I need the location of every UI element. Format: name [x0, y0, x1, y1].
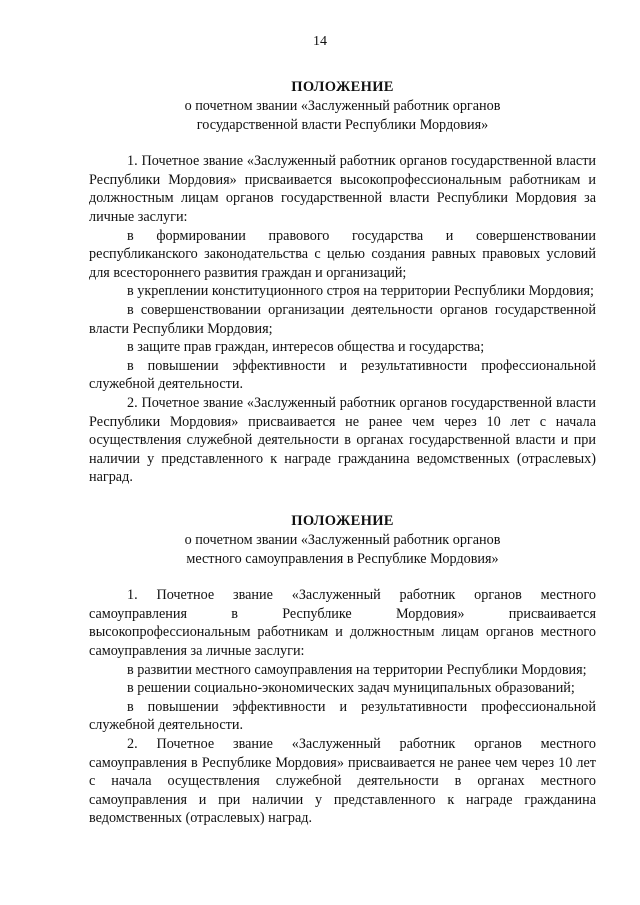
paragraph: в развитии местного самоуправления на территории Республики Мордовия; [127, 661, 587, 678]
section-heading: ПОЛОЖЕНИЕ [291, 79, 394, 95]
paragraph: в повышении эффективности и результативности профессиональной служебной деятельности. [89, 357, 596, 393]
paragraph: 2. Почетное звание «Заслуженный работник органов местного самоуправления в Республике Мордовия» присваивается не ранее чем через 10 лет с начала осуществления служебной деятельности в органах местного самоуправления и при наличии у представленного к награде гражданина ведомственных (отраслевых) наград. [89, 735, 596, 827]
paragraph: в защите прав граждан, интересов общества и государства; [127, 339, 485, 356]
paragraph: 1. Почетное звание «Заслуженный работник органов государственной власти Республики Мордовия» присваивается высокопрофессиональным работникам и должностным лицам органов государственной власти Республики Мордовия за личные заслуги: [89, 153, 596, 225]
paragraph: 2. Почетное звание «Заслуженный работник органов государственной власти Республики Мордовия» присваивается не ранее чем через 10 лет с начала осуществления служебной деятельности в органах государственной власти и при наличии у представленного к награде гражданина ведомственных (отраслевых) наград. [89, 394, 596, 486]
section-subtitle-line2: местного самоуправления в Республике Мордовия» [186, 550, 499, 567]
paragraph: в укреплении конституционного строя на территории Республики Мордовия; [127, 283, 594, 300]
section-subtitle-line1: о почетном звании «Заслуженный работник органов [184, 98, 501, 114]
paragraph: в повышении эффективности и результативности профессиональной служебной деятельности. [89, 698, 596, 734]
section-subtitle-line1: о почетном звании «Заслуженный работник органов [184, 532, 501, 548]
section-heading: ПОЛОЖЕНИЕ [291, 513, 394, 529]
section-state-authorities [89, 78, 596, 487]
section-subtitle-line2: государственной власти Республики Мордовия» [196, 116, 489, 133]
page-number: 14 [313, 34, 327, 49]
section-local-self-government [89, 512, 596, 828]
paragraph: в формировании правового государства и совершенствовании республиканского законодательства с целью создания равных правовых условий для всестороннего развития граждан и организаций; [89, 227, 596, 281]
paragraph: в совершенствовании организации деятельности органов государственной власти Республики Мордовия; [89, 301, 596, 337]
paragraph: в решении социально-экономических задач муниципальных образований; [127, 680, 575, 697]
paragraph: 1. Почетное звание «Заслуженный работник органов местного самоуправления в Республике Мордовия» присваивается высокопрофессиональным работникам и должностным лицам органов местного самоуправления за личные заслуги: [89, 587, 596, 659]
